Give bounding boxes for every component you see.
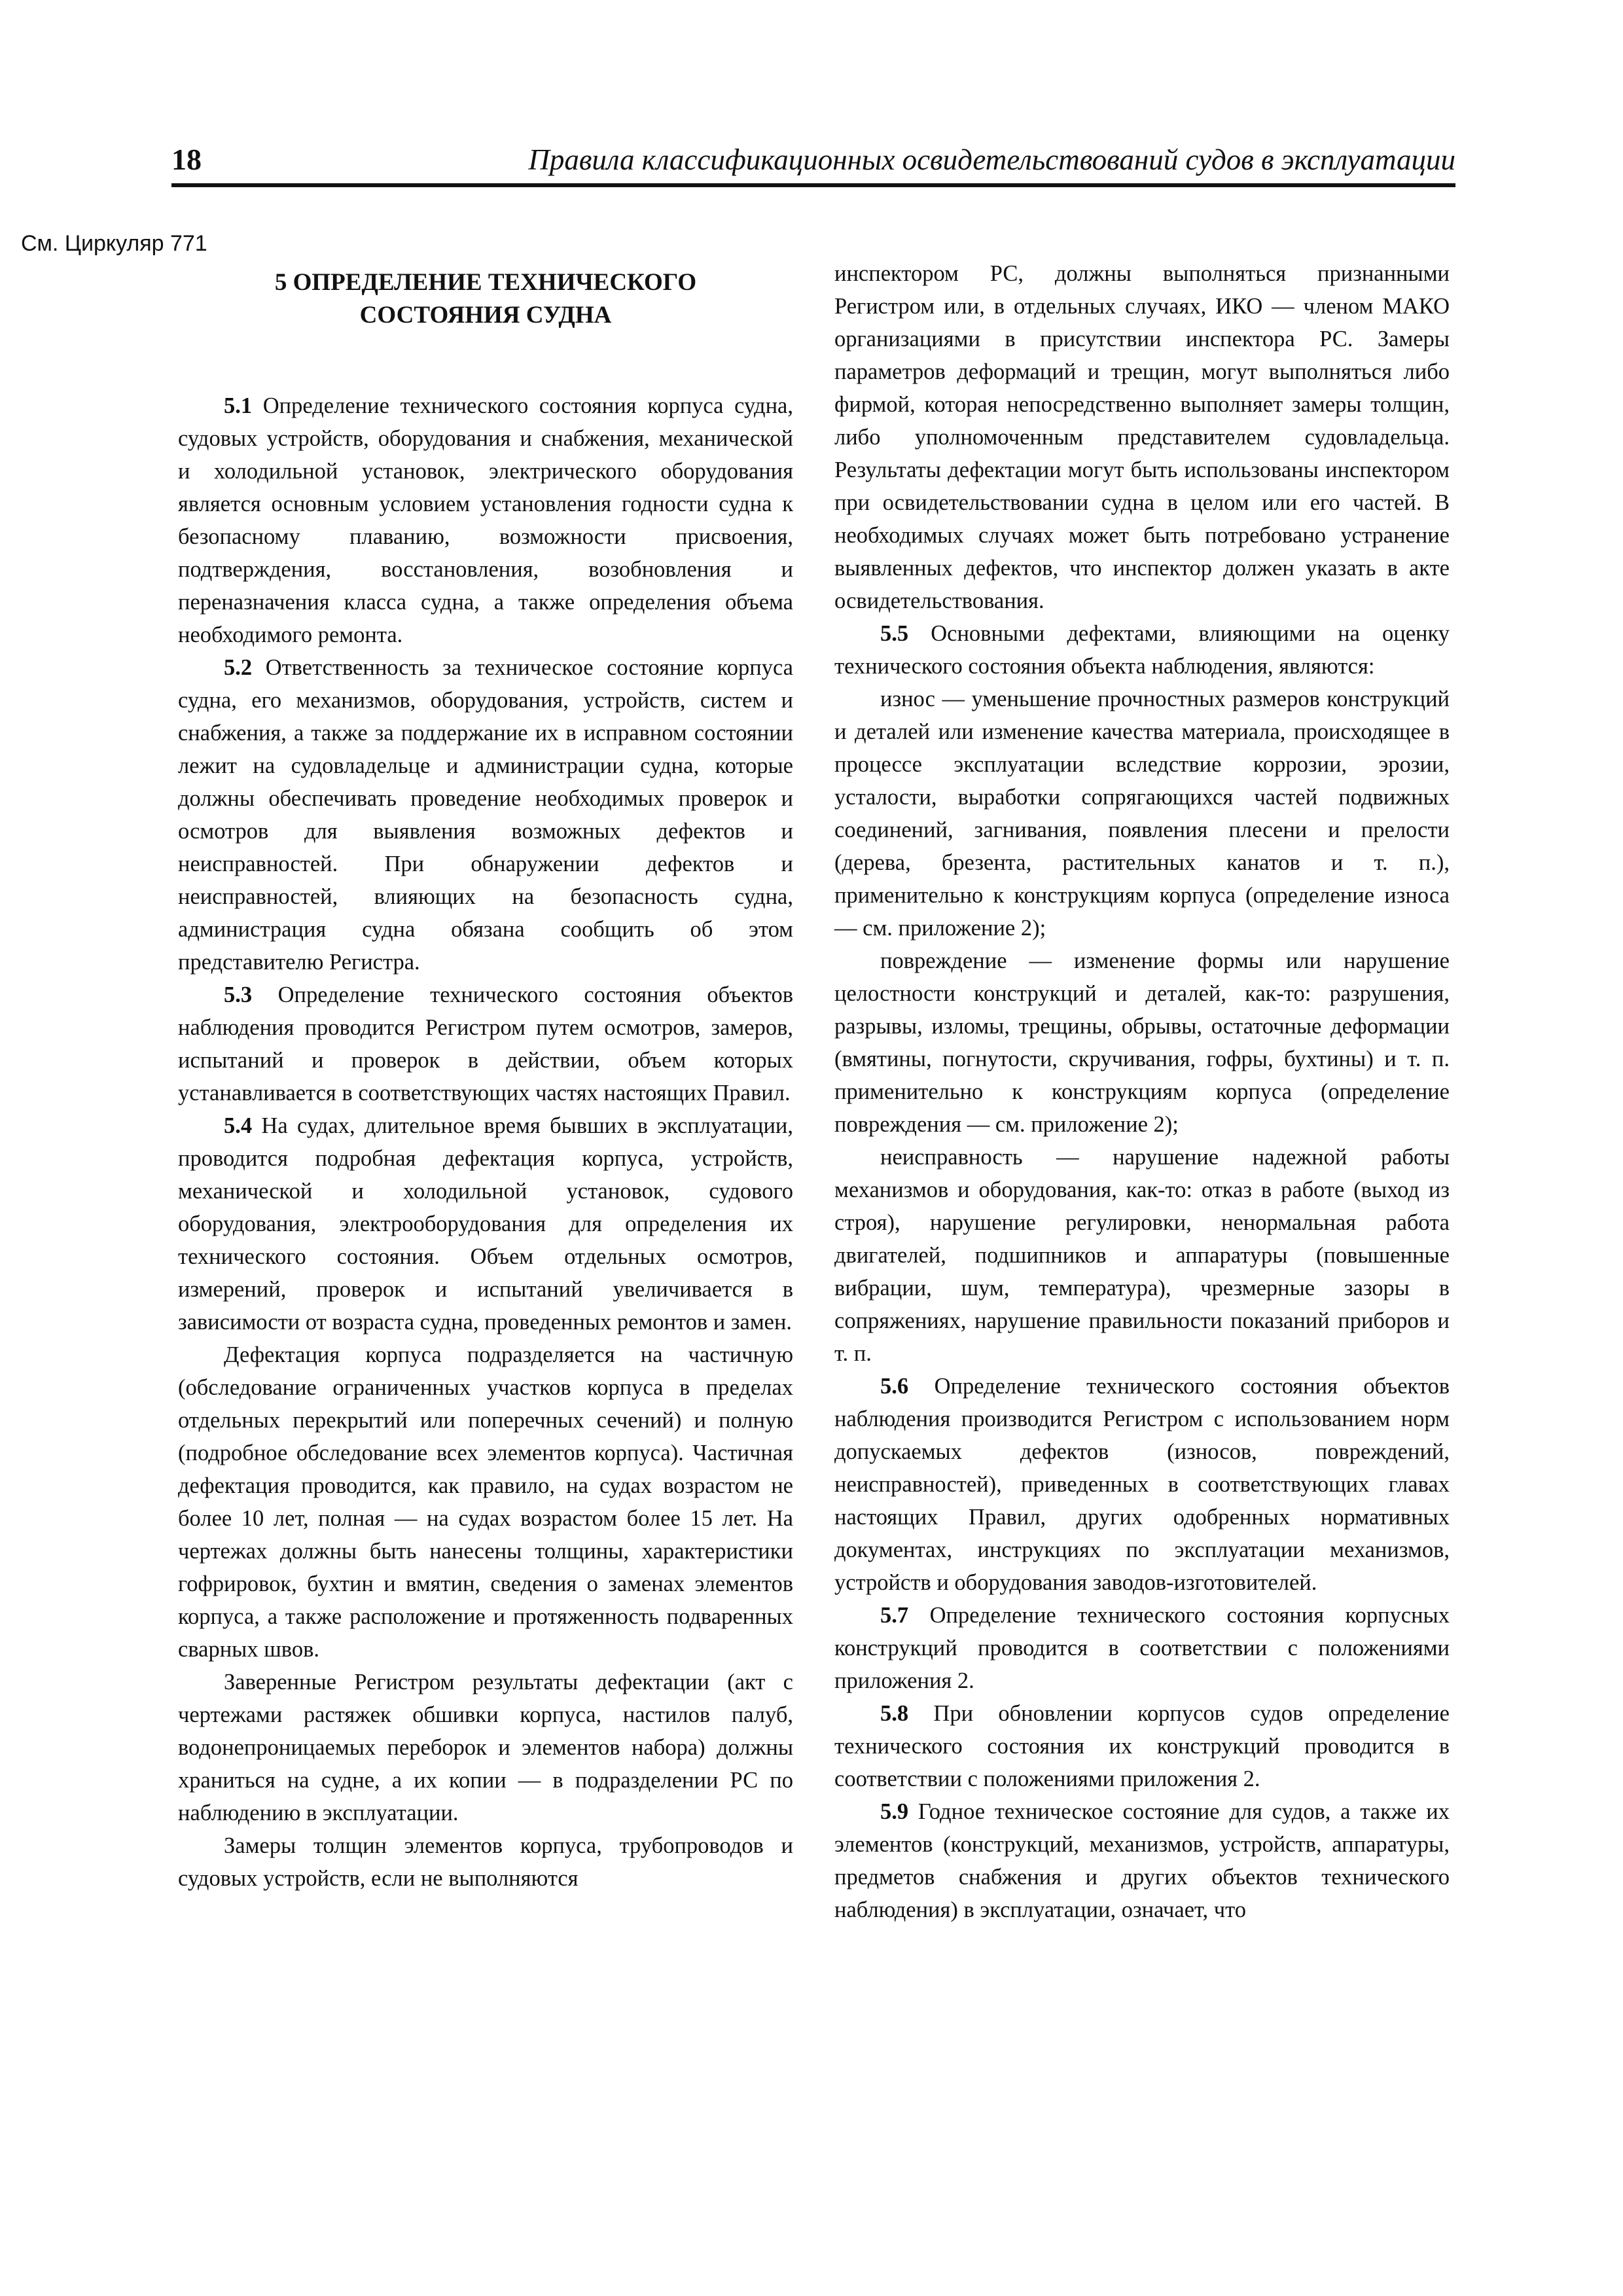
paragraph-text: повреждение — изменение формы или нарушение целостности конструкций и деталей, как-то: разрушения, разрывы, изломы, трещины, обрывы, остаточные деформации (вмятины, погнутости, скручивания, гофры, бухтины) и т. п. применительно к конструкциям корпуса (определение повреждения — см. приложение 2); <box>834 948 1450 1137</box>
paragraph-text: неисправность — нарушение надежной работы механизмов и оборудования, как-то: отказ в работе (выход из строя), нарушение регулировки, ненормальная работа двигателей, подшипников и аппаратуры (повышенные вибрации, шум, температура), чрезмерные зазоры в сопряжениях, нарушение правильности показаний приборов и т. п. <box>834 1145 1450 1366</box>
paragraph-text: При обновлении корпусов судов определение технического состояния их конструкций проводится в соответствии с положениями приложения 2. <box>834 1701 1450 1791</box>
clause-number: 5.2 <box>224 655 253 680</box>
paragraph-text: Определение технического состояния корпуса судна, судовых устройств, оборудования и снабжения, механической и холодильной установок, электрического оборудования является основным условием установления годности судна к безопасному плаванию, возможности присвоения, подтверждения, восстановления, возобновления и переназначения класса судна, а также определения объема необходимого ремонта. <box>178 393 793 647</box>
paragraph-hull-defectation <box>178 1338 793 1666</box>
clause-number: 5.5 <box>880 621 909 646</box>
paragraph-text: Определение технического состояния объектов наблюдения проводится Регистром путем осмотров, замеров, испытаний и проверок в действии, объем которых устанавливается в соответствующих частях настоящих Правил. <box>178 982 793 1105</box>
left-column <box>178 259 793 1895</box>
paragraph-text: износ — уменьшение прочностных размеров конструкций и деталей или изменение качества материала, происходящее в процессе эксплуатации вследствие коррозии, эрозии, усталости, выработки сопрягающихся частей подвижных соединений, загнивания, появления плесени и прелости (дерева, брезента, растительных канатов и т. п.), применительно к конструкциям корпуса (определение износа — см. приложение 2); <box>834 687 1450 941</box>
paragraph-text: Основными дефектами, влияющими на оценку технического состояния объекта наблюдения, являются: <box>834 621 1450 679</box>
paragraph-5-5 <box>834 617 1450 683</box>
paragraph-malfunction <box>834 1141 1450 1370</box>
clause-number: 5.1 <box>224 393 253 418</box>
running-title: Правила классификационных освидетельствований судов в эксплуатации <box>528 143 1455 176</box>
paragraph-5-9 <box>834 1795 1450 1926</box>
paragraph-damage <box>834 944 1450 1141</box>
clause-number: 5.4 <box>224 1113 253 1138</box>
clause-number: 5.6 <box>880 1374 909 1399</box>
paragraph-text: Определение технического состояния объектов наблюдения производится Регистром с использованием норм допускаемых дефектов (износов, повреждений, неисправностей), приведенных в соответствующих главах настоящих Правил, других одобренных нормативных документах, инструкциях по эксплуатации механизмов, устройств и оборудования заводов-изготовителей. <box>834 1374 1450 1595</box>
paragraph-text: Дефектация корпуса подразделяется на частичную (обследование ограниченных участков корпуса в пределах отдельных перекрытий или поперечных сечений) и полную (подробное обследование всех элементов корпуса). Частичная дефектация проводится, как правило, на судах возрастом не более 10 лет, полная — на судах возрастом более 15 лет. На чертежах должны быть нанесены толщины, характеристики гофрировок, бухтин и вмятин, сведения о заменах элементов корпуса, а также расположение и протяженность подваренных сварных швов. <box>178 1342 793 1662</box>
paragraph-text: Годное техническое состояние для судов, а также их элементов (конструкций, механизмов, устройств, аппаратуры, предметов снабжения и других объектов технического наблюдения) в эксплуатации, означает, что <box>834 1799 1450 1922</box>
paragraph-5-7 <box>834 1599 1450 1697</box>
paragraph-text: Определение технического состояния корпусных конструкций проводится в соответствии с положениями приложения 2. <box>834 1603 1450 1693</box>
paragraph-text: Ответственность за техническое состояние корпуса судна, его механизмов, оборудования, устройств, систем и снабжения, а также за поддержание их в исправном состоянии лежит на судовладельце и администрации судна, которые должны обеспечивать проведение необходимых проверок и осмотров для выявления возможных дефектов и неисправностей. При обнаружении дефектов и неисправностей, влияющих на безопасность судна, администрация судна обязана сообщить об этом представителю Регистра. <box>178 655 793 975</box>
clause-number: 5.8 <box>880 1701 909 1726</box>
paragraph-text: На судах, длительное время бывших в эксплуатации, проводится подробная дефектация корпуса, устройств, механической и холодильной установок, судового оборудования, электрооборудования для определения их технического состояния. Объем отдельных осмотров, измерений, проверок и испытаний увеличивается в зависимости от возраста судна, проведенных ремонтов и замен. <box>178 1113 793 1335</box>
clause-number: 5.3 <box>224 982 253 1007</box>
clause-number: 5.7 <box>880 1603 909 1628</box>
paragraph-continuation <box>834 257 1450 617</box>
section-title-line-2: СОСТОЯНИЯ СУДНА <box>359 302 612 329</box>
page-number: 18 <box>171 143 202 176</box>
page-header <box>171 137 1455 187</box>
section-title <box>178 266 793 332</box>
paragraph-5-8 <box>834 1697 1450 1795</box>
paragraph-5-2 <box>178 651 793 978</box>
section-title-line-1: 5 ОПРЕДЕЛЕНИЕ ТЕХНИЧЕСКОГО <box>274 269 697 296</box>
paragraph-text: Замеры толщин элементов корпуса, трубопроводов и судовых устройств, если не выполняются <box>178 1833 793 1891</box>
paragraph-text: Заверенные Регистром результаты дефектации (акт с чертежами растяжек обшивки корпуса, настилов палуб, водонепроницаемых переборок и элементов набора) должны храниться на судне, а их копии — в подразделении РС по наблюдению в эксплуатации. <box>178 1670 793 1825</box>
paragraph-5-1 <box>178 389 793 651</box>
paragraph-5-6 <box>834 1370 1450 1599</box>
paragraph-5-3 <box>178 978 793 1109</box>
paragraph-certified-results <box>178 1666 793 1829</box>
circular-reference-note: См. Циркуляр 771 <box>21 231 207 256</box>
paragraph-text: инспектором РС, должны выполняться признанными Регистром или, в отдельных случаях, ИКО — членом МАКО организациями в присутствии инспектора РС. Замеры параметров деформаций и трещин, могут выполняться либо фирмой, которая непосредственно выполняет замеры толщин, либо уполномоченным представителем судовладельца. Результаты дефектации могут быть использованы инспектором при освидетельствовании судна в целом или его частей. В необходимых случаях может быть потребовано устранение выявленных дефектов, что инспектор должен указать в акте освидетельствования. <box>834 261 1450 613</box>
paragraph-5-4 <box>178 1109 793 1338</box>
paragraph-thickness-measurements <box>178 1829 793 1895</box>
paragraph-wear <box>834 683 1450 944</box>
clause-number: 5.9 <box>880 1799 909 1824</box>
right-column <box>834 257 1450 1926</box>
